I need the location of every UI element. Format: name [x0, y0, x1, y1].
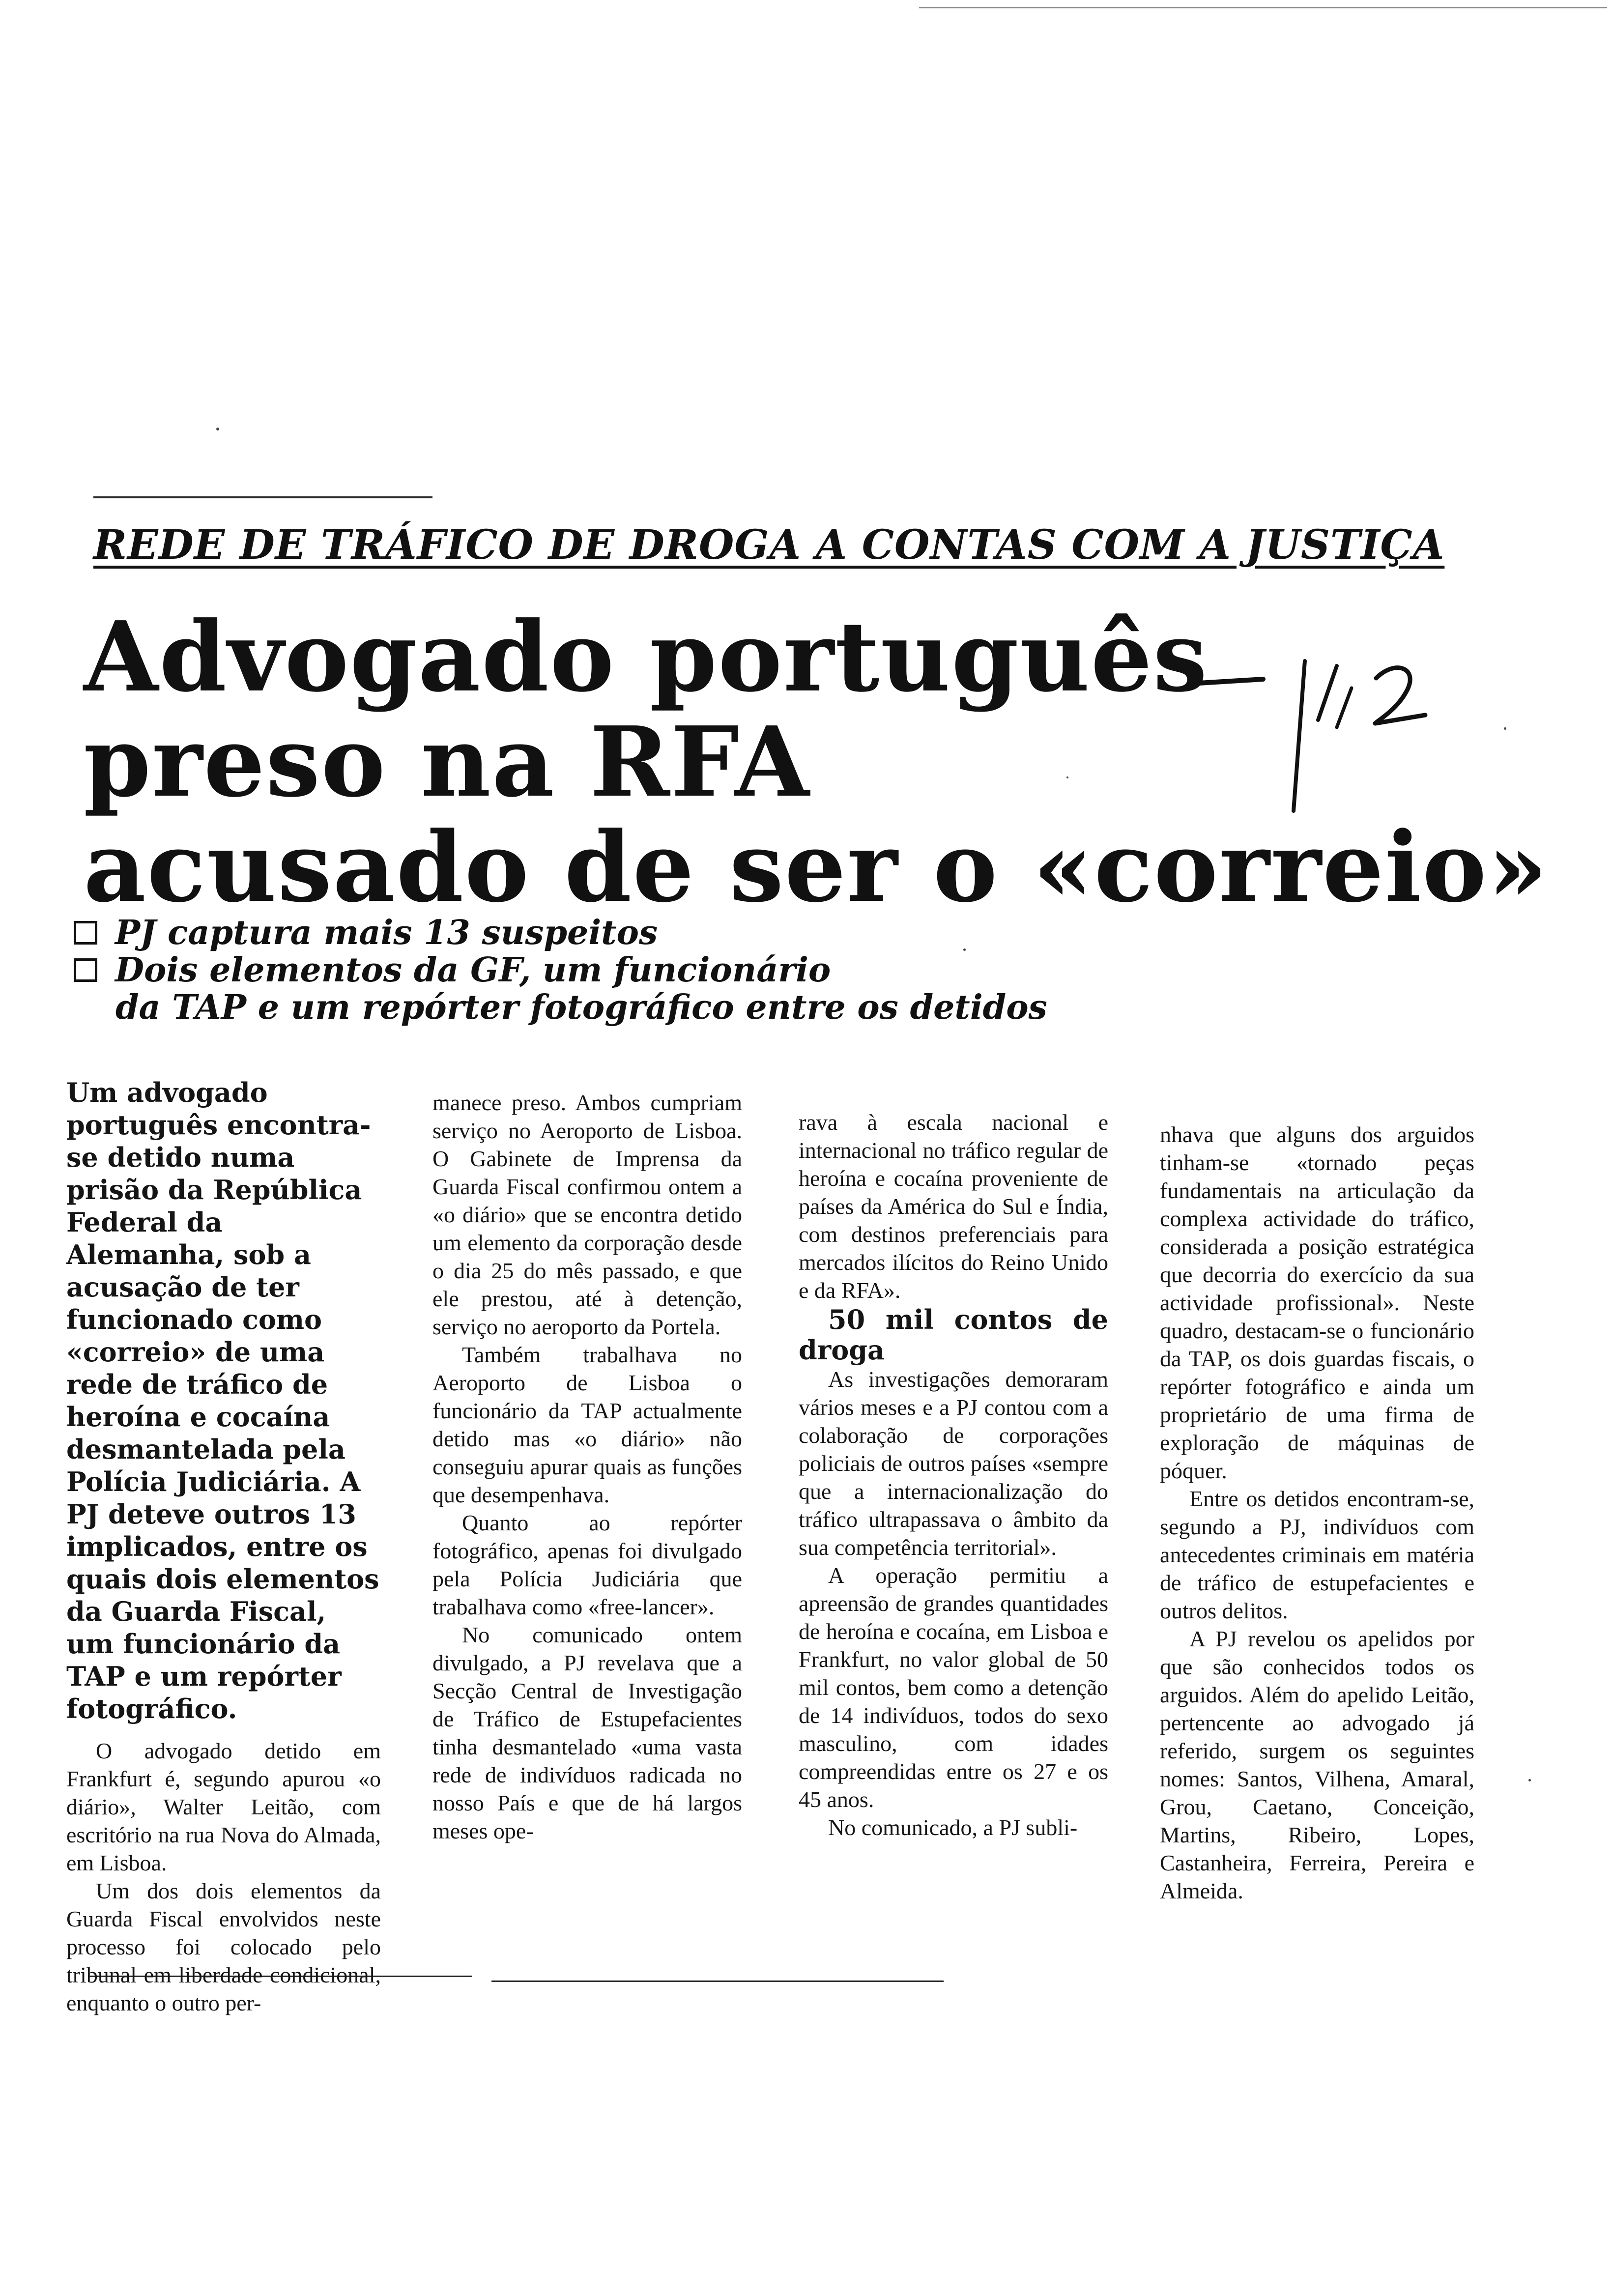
article-column-1 — [66, 1076, 381, 2017]
article-paragraph: As investigações demoraram vários meses e a PJ contou com a colaboração de corporações policiais de outros países «sempre que a internacionalização do tráfico ultrapassava o âmbito da sua competência territorial». — [799, 1367, 1108, 1560]
subhead-text: PJ captura mais 13 suspeitos — [115, 913, 658, 952]
article-kicker: REDE DE TRÁFICO DE DROGA A CONTAS COM A JUSTIÇA — [93, 521, 1445, 569]
headline-line-2: preso na RFA — [84, 706, 810, 819]
headline-line-1: Advogado português — [84, 601, 1209, 714]
article-column-3 — [799, 1108, 1108, 1841]
headline-line-3: acusado de ser o «correio» — [84, 811, 1549, 924]
clipping-rule-bottom-right — [491, 1980, 944, 1982]
article-paragraph: A PJ revelou os apelidos por que são conhecidos todos os arguidos. Além do apelido Leitão, pertencente ao advogado já referido, surgem os seguintes nomes: Santos, Vilhena, Amaral, Grou, Caetano, Conceição, Martins, Ribeiro, Lopes, Castanheira, Ferreira, Pereira e Almeida. — [1160, 1626, 1474, 1903]
article-paragraph: rava à escala nacional e internacional no tráfico regular de heroína e cocaína proveniente de países da América do Sul e Índia, com destinos preferenciais para mercados ilícitos do Reino Unido e da RFA». — [799, 1110, 1108, 1303]
article-paragraph: manece preso. Ambos cumpriam serviço no Aeroporto de Lisboa. O Gabinete de Imprensa da Guarda Fiscal confirmou ontem a «o diário» que se encontra detido um elemento da corporação desde o dia 25 do mês passado, e que ele prestou, até à detenção, serviço no aeroporto da Portela. — [432, 1090, 742, 1339]
subhead-text: Dois elementos da GF, um funcionário — [115, 950, 831, 990]
scan-speck — [216, 428, 219, 430]
article-paragraph: No comunicado ontem divulgado, a PJ revelava que a Secção Central de Investigação de Tráfico de Estupefacientes tinha desmantelado «uma vasta rede de indivíduos radicada no nosso País e que de há largos meses ope- — [432, 1622, 742, 1843]
article-column-4 — [1160, 1120, 1474, 1905]
section-heading: 50 mil contos de droga — [799, 1304, 1108, 1366]
article-paragraph: Também trabalhava no Aeroporto de Lisboa o funcionário da TAP actualmente detido mas «o diário» não conseguiu apurar quais as funções que desempenhava. — [432, 1342, 742, 1507]
article-paragraph: nhava que alguns dos arguidos tinham-se «tornado peças fundamentais na articulação da complexa actividade do tráfico, considerada a posição estratégica que decorria do exercício da sua actividade profissional». Neste quadro, destacam-se o funcionário da TAP, os dois guardas fiscais, o repórter fotográfico e ainda um proprietário de uma firma de exploração de máquinas de póquer. — [1160, 1122, 1474, 1483]
clipping-rule-top — [93, 496, 432, 498]
article-paragraph: A operação permitiu a apreensão de grandes quantidades de heroína e cocaína, em Lisboa e Frankfurt, no valor global de 50 mil contos, bem como a detenção de 14 indivíduos, todos do sexo masculino, com idades compreendidas entre os 27 e os 45 anos. — [799, 1563, 1108, 1812]
article-paragraph: No comunicado, a PJ subli- — [828, 1815, 1078, 1840]
article-headline — [84, 601, 1549, 924]
handwritten-note — [1189, 614, 1465, 821]
checkbox-bullet-icon — [74, 921, 97, 945]
article-paragraph: O advogado detido em Frankfurt é, segundo apurou «o diário», Walter Leitão, com escritório na rua Nova do Almada, em Lisboa. — [66, 1738, 381, 1875]
article-lead-paragraph: Um advogado português encontra-se detido numa prisão da República Federal da Alemanha, sob a acusação de ter funcionado como «correio» de uma rede de tráfico de heroína e cocaína desmantelada pela Polícia Judiciária. A PJ deteve outros 13 implicados, entre os quais dois elementos da Guarda Fiscal, um funcionário da TAP e um repórter fotográfico. — [66, 1077, 379, 1724]
subhead-item — [74, 951, 1180, 989]
subhead-item — [74, 914, 1180, 951]
article-paragraph: Quanto ao repórter fotográfico, apenas foi divulgado pela Polícia Judiciária que trabalhava como «free-lancer». — [432, 1510, 742, 1619]
article-subheads — [74, 914, 1180, 1026]
article-paragraph: Um dos dois elementos da Guarda Fiscal envolvidos neste processo foi colocado pelo tribunal em liberdade condicional, enquanto o outro per- — [66, 1878, 381, 2015]
scan-edge-line — [919, 7, 1607, 8]
subhead-continuation: da TAP e um repórter fotográfico entre os detidos — [115, 988, 1047, 1027]
scan-speck — [1528, 1779, 1531, 1781]
scan-speck — [1504, 727, 1506, 730]
article-column-2 — [432, 1089, 742, 1845]
checkbox-bullet-icon — [74, 958, 97, 982]
article-paragraph: Entre os detidos encontram-se, segundo a PJ, indivíduos com antecedentes criminais em matéria de tráfico de estupefacientes e outros delitos. — [1160, 1486, 1474, 1623]
